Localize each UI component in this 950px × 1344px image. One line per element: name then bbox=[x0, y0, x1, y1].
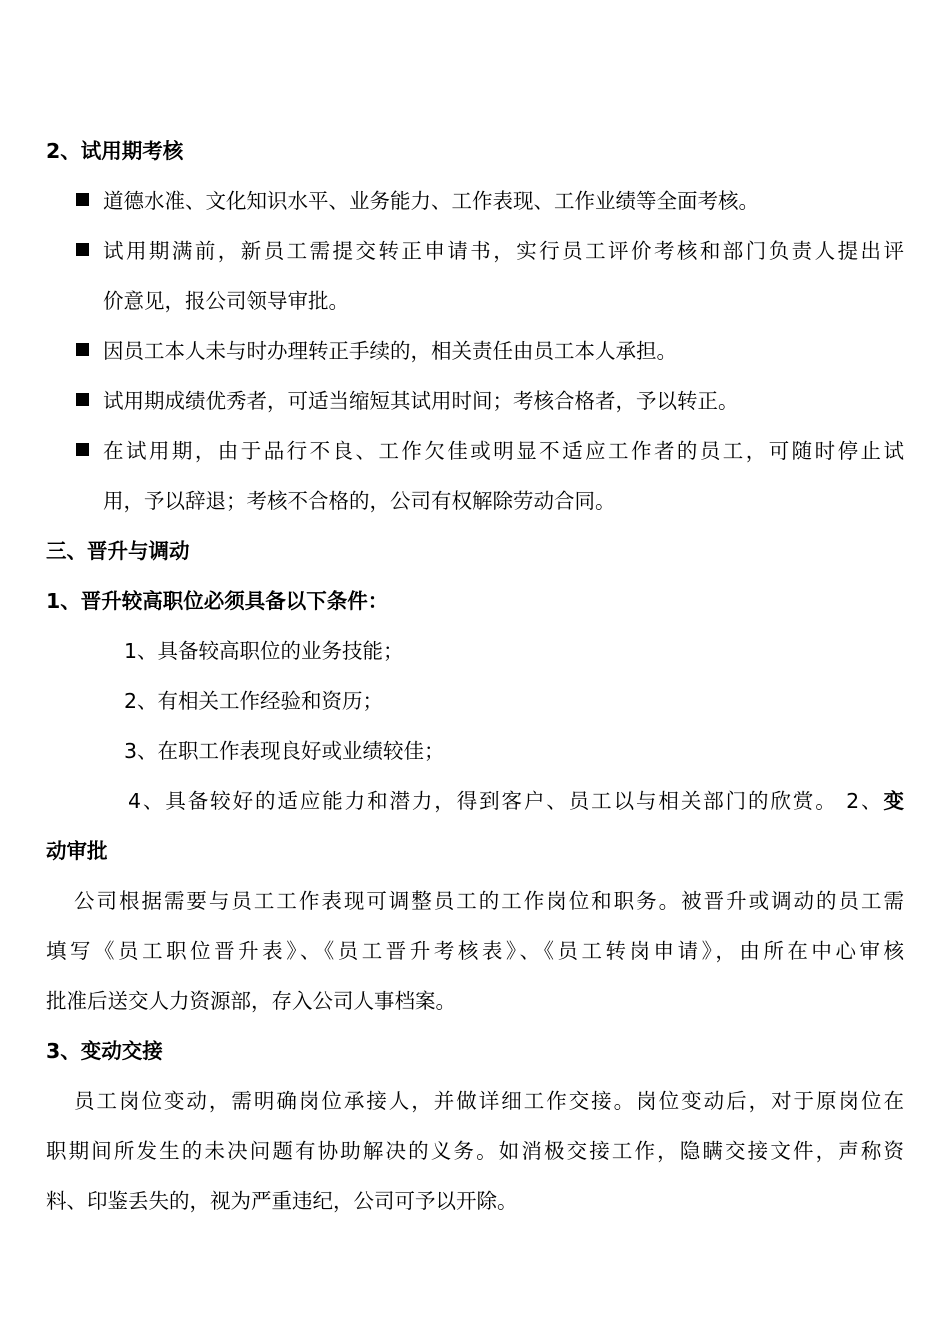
handover-line-2: 职期间所发生的未决问题有协助解决的义务。如消极交接工作，隐瞒交接文件，声称资 bbox=[46, 1139, 904, 1163]
bullet-text: 在试用期，由于品行不良、工作欠佳或明显不适应工作者的员工，可随时停止试 bbox=[103, 439, 904, 463]
bullet-item-2-continuation: 价意见，报公司领导审批。 bbox=[103, 289, 349, 313]
bullet-item-5 bbox=[46, 426, 904, 476]
square-bullet-icon bbox=[76, 193, 89, 206]
bullet-item-2 bbox=[46, 226, 904, 276]
change-approval-line-2: 填写《员工职位晋升表》、《员工晋升考核表》、《员工转岗申请》，由所在中心审核 bbox=[46, 939, 904, 963]
bullet-text: 试用期满前，新员工需提交转正申请书，实行员工评价考核和部门负责人提出评 bbox=[103, 239, 904, 263]
bullet-item-4 bbox=[46, 376, 904, 426]
condition-item-3: 3、在职工作表现良好或业绩较佳； bbox=[124, 739, 445, 763]
bullet-text: 试用期成绩优秀者，可适当缩短其试用时间；考核合格者，予以转正。 bbox=[103, 389, 739, 413]
square-bullet-icon bbox=[76, 243, 89, 256]
heading-probation-assessment: 2、试用期考核 bbox=[46, 139, 184, 163]
bullet-item-3 bbox=[46, 326, 904, 376]
condition-item-4-text: 4、具备较好的适应能力和潜力，得到客户、员工以与相关部门的欣赏。 2、 bbox=[128, 789, 884, 813]
square-bullet-icon bbox=[76, 393, 89, 406]
change-approval-line-3: 批准后送交人力资源部，存入公司人事档案。 bbox=[46, 989, 456, 1013]
change-approval-line-1: 公司根据需要与员工工作表现可调整员工的工作岗位和职务。被晋升或调动的员工需 bbox=[74, 889, 904, 913]
bullet-text: 道德水准、文化知识水平、业务能力、工作表现、工作业绩等全面考核。 bbox=[103, 189, 759, 213]
bullet-text: 因员工本人未与时办理转正手续的，相关责任由员工本人承担。 bbox=[103, 339, 677, 363]
condition-item-2: 2、有相关工作经验和资历； bbox=[124, 689, 384, 713]
handover-line-1: 员工岗位变动，需明确岗位承接人，并做详细工作交接。岗位变动后，对于原岗位在 bbox=[74, 1089, 904, 1113]
bullet-item-5-continuation: 用，予以辞退；考核不合格的，公司有权解除劳动合同。 bbox=[103, 489, 616, 513]
condition-item-4 bbox=[46, 776, 904, 826]
heading-change-approval-end: 动审批 bbox=[46, 839, 108, 863]
handover-line-3: 料、印鉴丢失的，视为严重违纪，公司可予以开除。 bbox=[46, 1189, 518, 1213]
subheading-promotion-conditions: 1、晋升较高职位必须具备以下条件： bbox=[46, 589, 389, 613]
square-bullet-icon bbox=[76, 443, 89, 456]
square-bullet-icon bbox=[76, 343, 89, 356]
bullet-item-1 bbox=[46, 176, 904, 226]
heading-change-handover: 3、变动交接 bbox=[46, 1039, 163, 1063]
condition-item-1: 1、具备较高职位的业务技能； bbox=[124, 639, 404, 663]
heading-promotion-transfer: 三、晋升与调动 bbox=[46, 539, 190, 563]
heading-change-approval-start: 变 bbox=[883, 789, 904, 813]
